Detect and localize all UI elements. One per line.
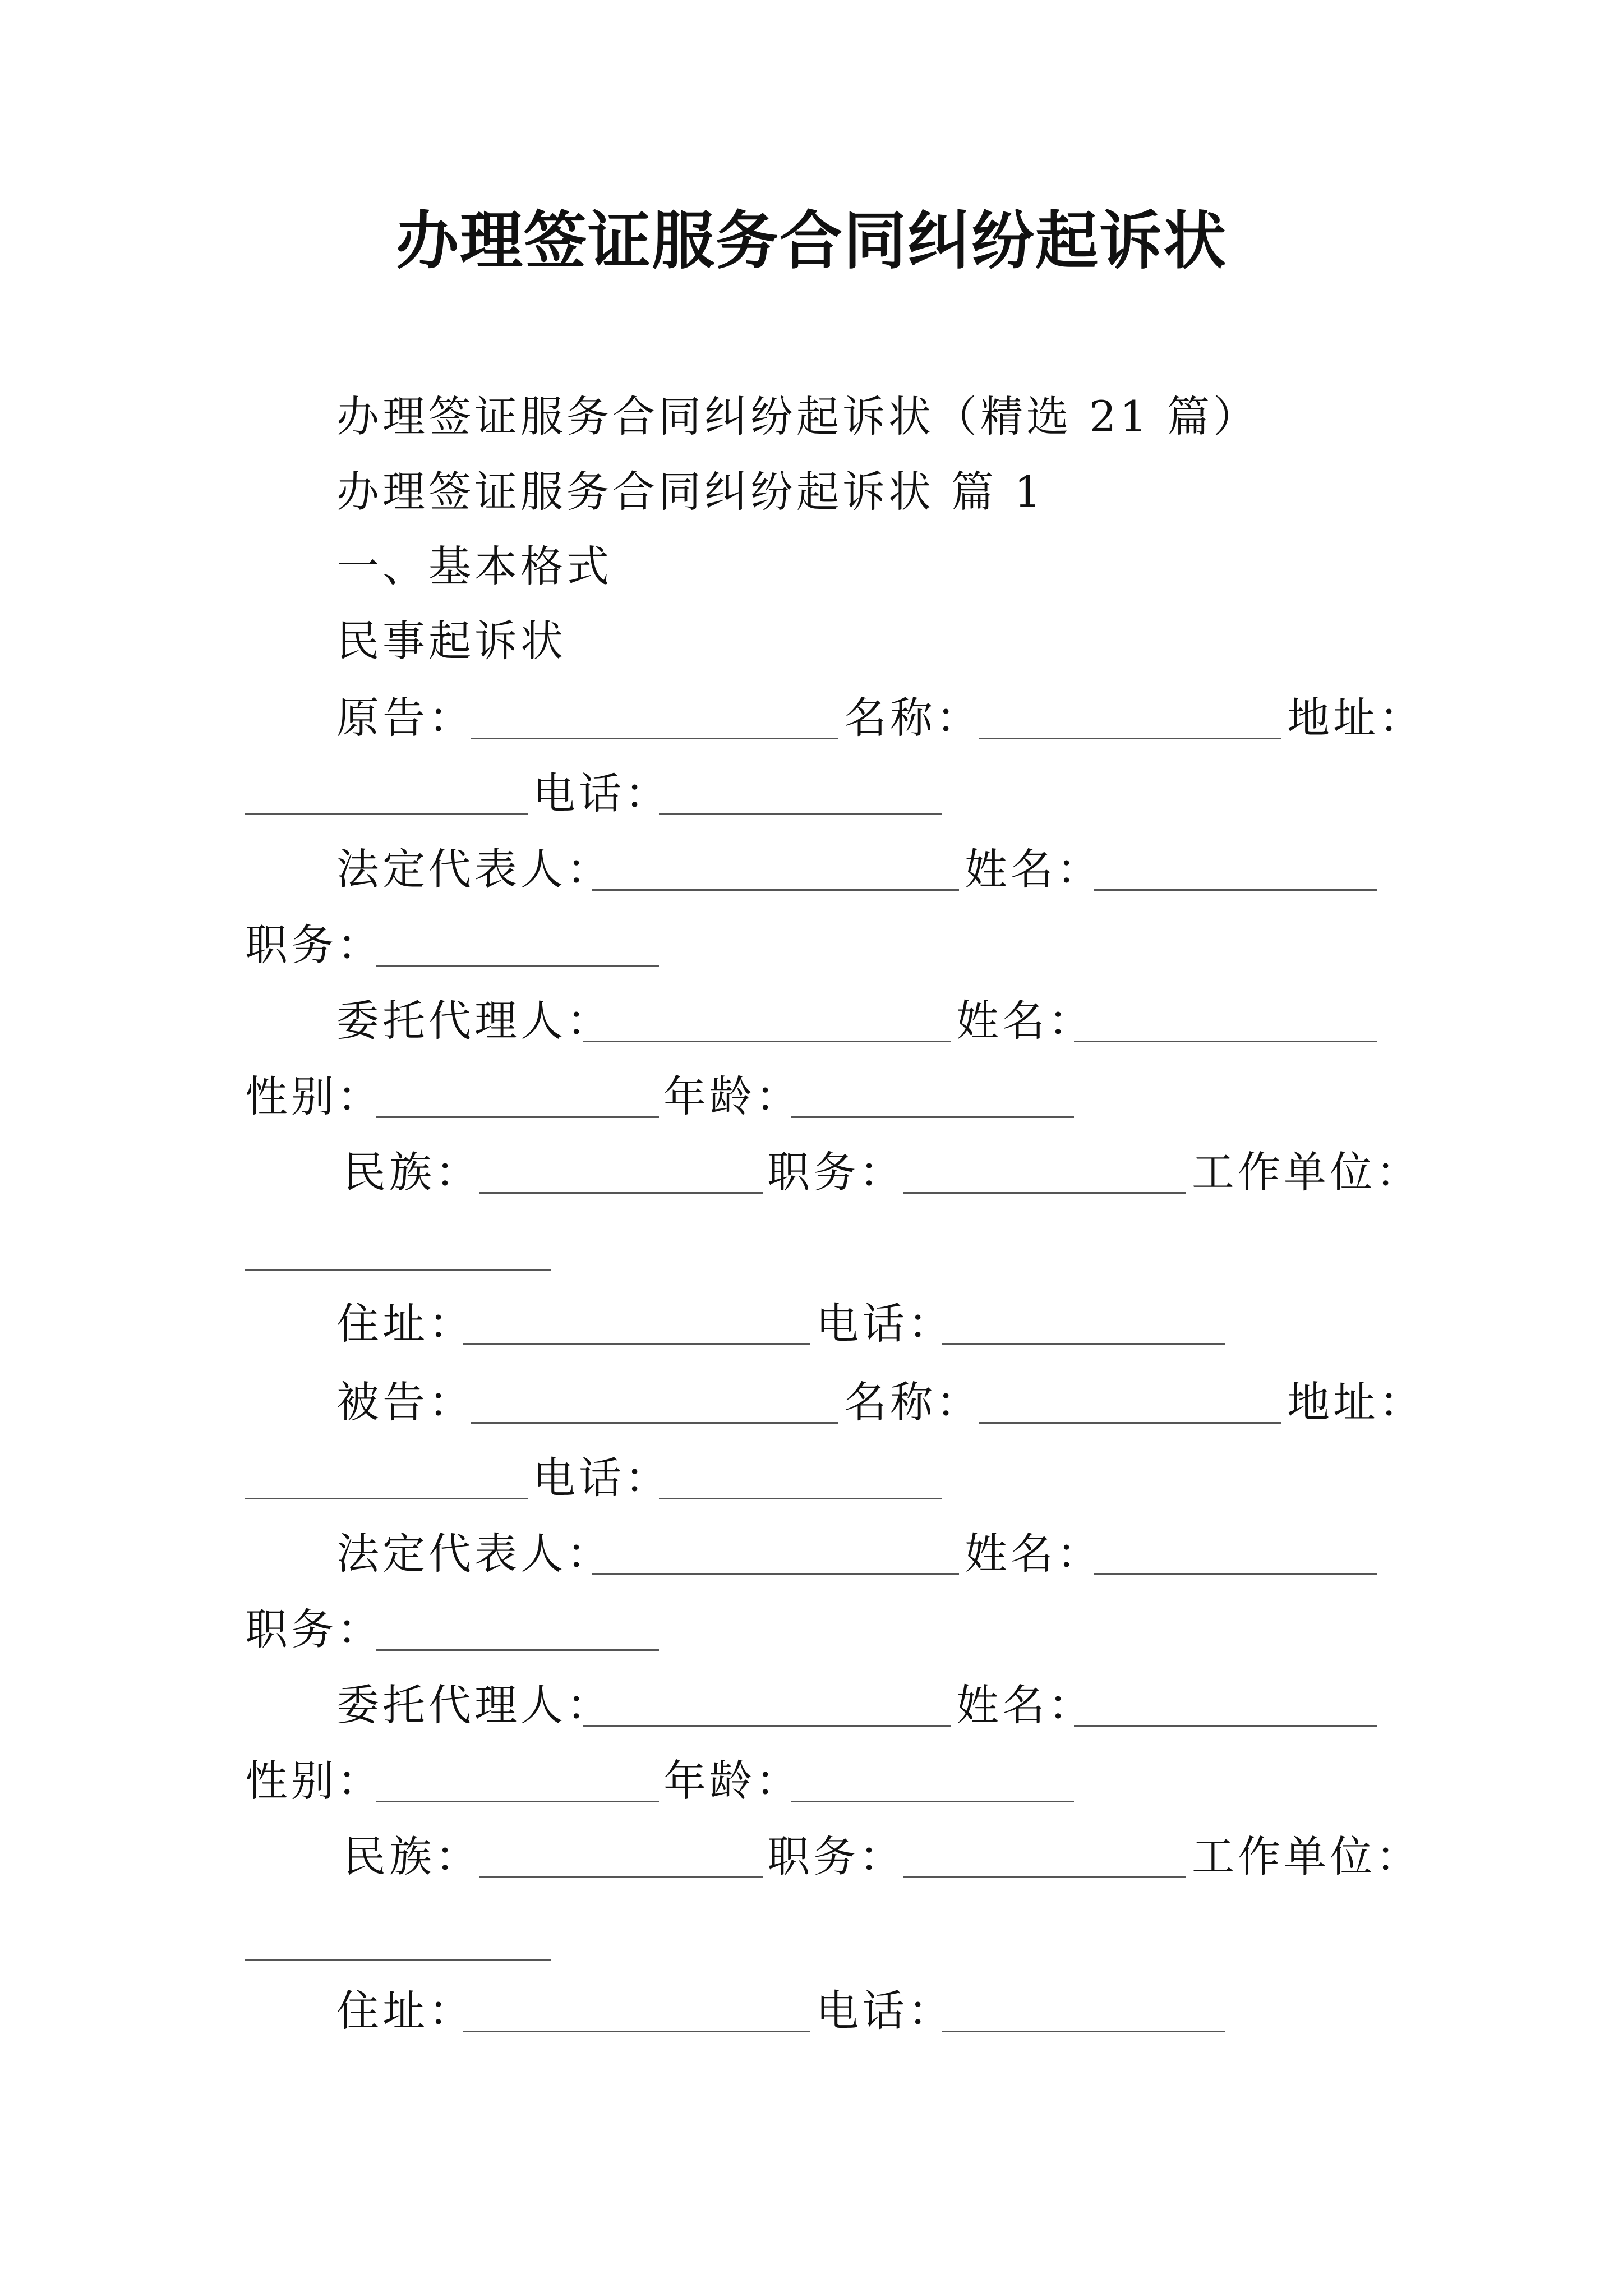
plaintiff-residence-label: 住址：	[336, 1299, 474, 1349]
defendant-age-blank[interactable]	[791, 1801, 1074, 1802]
defendant-legal-rep-label: 法定代表人：	[336, 1529, 612, 1579]
plaintiff-residence-blank[interactable]	[463, 1343, 810, 1345]
plaintiff-legal-rep-blank[interactable]	[592, 889, 959, 891]
defendant-address-label: 地址：	[1287, 1377, 1425, 1427]
defendant-org-name-blank[interactable]	[979, 1422, 1281, 1424]
defendant-blank[interactable]	[471, 1422, 838, 1424]
plaintiff-employer-label: 工作单位：	[1192, 1147, 1422, 1197]
plaintiff-org-name-label: 名称：	[844, 693, 982, 743]
defendant-gender-blank[interactable]	[376, 1801, 659, 1802]
form-title: 民事起诉状	[336, 616, 566, 666]
plaintiff-position-label: 职务：	[767, 1147, 905, 1197]
defendant-phone-blank[interactable]	[659, 1498, 942, 1499]
defendant-position-blank[interactable]	[903, 1876, 1186, 1878]
plaintiff-rep-name-label: 姓名：	[965, 844, 1103, 894]
defendant-residence-label: 住址：	[336, 1986, 474, 2036]
defendant-rep-position-blank[interactable]	[376, 1649, 659, 1651]
document-title: 办理签证服务合同纠纷起诉状	[396, 204, 1227, 278]
plaintiff-address-label: 地址：	[1287, 693, 1425, 743]
plaintiff-residence-phone-blank[interactable]	[942, 1343, 1225, 1345]
plaintiff-gender-blank[interactable]	[376, 1116, 659, 1118]
plaintiff-ethnicity-label: 民族：	[343, 1147, 481, 1197]
defendant-address-blank[interactable]	[245, 1498, 528, 1499]
defendant-residence-phone-label: 电话：	[816, 1986, 954, 2036]
section-heading: 办理签证服务合同纠纷起诉状 篇 1	[336, 467, 1045, 517]
document-subtitle: 办理签证服务合同纠纷起诉状（精选 21 篇）	[336, 392, 1260, 441]
plaintiff-age-blank[interactable]	[791, 1116, 1074, 1118]
defendant-position-label: 职务：	[767, 1832, 905, 1881]
plaintiff-agent-blank[interactable]	[583, 1041, 951, 1042]
defendant-rep-name-label: 姓名：	[965, 1529, 1103, 1579]
defendant-legal-rep-blank[interactable]	[592, 1573, 959, 1575]
defendant-phone-label: 电话：	[533, 1453, 671, 1503]
plaintiff-label: 原告：	[336, 693, 474, 743]
defendant-employer-label: 工作单位：	[1192, 1832, 1422, 1881]
defendant-employer-blank[interactable]	[245, 1959, 551, 1961]
defendant-ethnicity-blank[interactable]	[479, 1876, 763, 1878]
plaintiff-rep-position-label: 职务：	[245, 920, 383, 970]
defendant-agent-blank[interactable]	[583, 1725, 951, 1727]
part-heading: 一、基本格式	[336, 541, 612, 591]
defendant-residence-blank[interactable]	[463, 2031, 810, 2032]
defendant-gender-label: 性别：	[245, 1756, 383, 1806]
plaintiff-agent-label: 委托代理人：	[336, 996, 612, 1046]
plaintiff-rep-position-blank[interactable]	[376, 965, 659, 967]
plaintiff-position-blank[interactable]	[903, 1192, 1186, 1194]
defendant-agent-name-label: 姓名：	[956, 1680, 1094, 1730]
defendant-org-name-label: 名称：	[844, 1377, 982, 1427]
defendant-rep-position-label: 职务：	[245, 1604, 383, 1654]
defendant-label: 被告：	[336, 1377, 474, 1427]
defendant-rep-name-blank[interactable]	[1094, 1573, 1377, 1575]
plaintiff-agent-name-blank[interactable]	[1074, 1041, 1377, 1042]
plaintiff-gender-label: 性别：	[245, 1071, 383, 1121]
defendant-agent-name-blank[interactable]	[1074, 1725, 1377, 1727]
plaintiff-address-blank[interactable]	[245, 813, 528, 815]
defendant-ethnicity-label: 民族：	[343, 1832, 481, 1881]
plaintiff-phone-label: 电话：	[533, 769, 671, 818]
defendant-residence-phone-blank[interactable]	[942, 2031, 1225, 2032]
plaintiff-employer-blank[interactable]	[245, 1269, 551, 1271]
plaintiff-rep-name-blank[interactable]	[1094, 889, 1377, 891]
plaintiff-agent-name-label: 姓名：	[956, 996, 1094, 1046]
defendant-age-label: 年龄：	[663, 1756, 801, 1806]
plaintiff-phone-blank[interactable]	[659, 813, 942, 815]
plaintiff-residence-phone-label: 电话：	[816, 1299, 954, 1349]
plaintiff-ethnicity-blank[interactable]	[479, 1192, 763, 1194]
plaintiff-blank[interactable]	[471, 738, 838, 739]
plaintiff-org-name-blank[interactable]	[979, 738, 1281, 739]
plaintiff-age-label: 年龄：	[663, 1071, 801, 1121]
plaintiff-legal-rep-label: 法定代表人：	[336, 844, 612, 894]
defendant-agent-label: 委托代理人：	[336, 1680, 612, 1730]
